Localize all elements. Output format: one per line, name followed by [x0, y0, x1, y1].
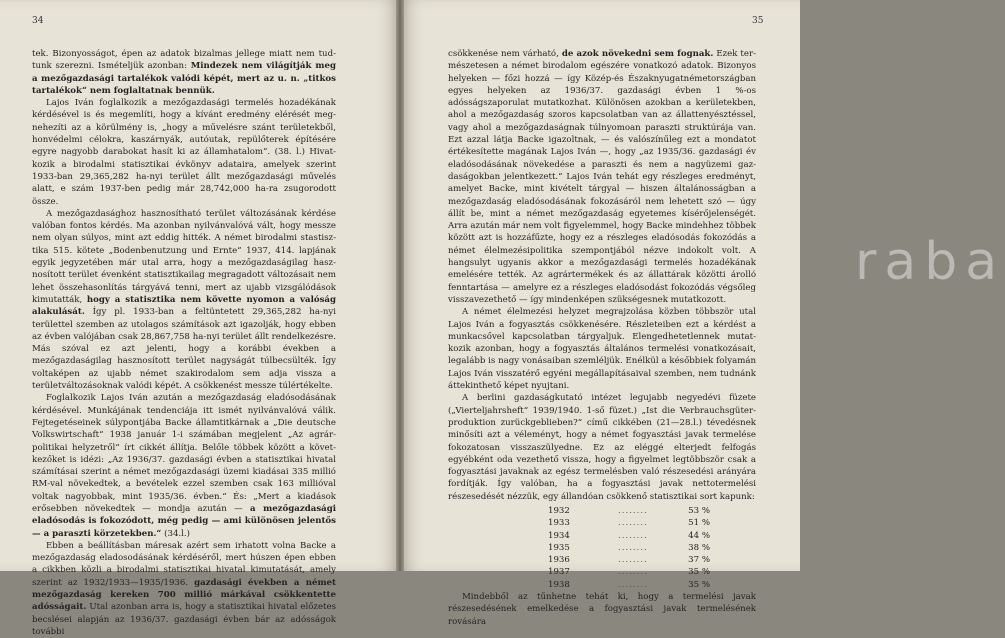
year-cell: 1934: [548, 530, 570, 541]
value-cell: 38 %: [688, 542, 710, 553]
dot-leader: ........: [618, 567, 648, 578]
text-run: csökkenése nem várható,: [448, 49, 562, 59]
right-page: [400, 0, 1005, 627]
dot-leader: ........: [618, 579, 648, 590]
page-number: 35: [752, 16, 764, 26]
text-run: Utal azonban arra is, hogy a statisztikai hivatal előzetes becslései alapján az 1936/37. gazdasági évben bár az adósságok további: [32, 602, 336, 637]
paragraph: [32, 208, 336, 392]
bold-run: de azok növekedni sem fognak.: [561, 49, 714, 59]
table-row: [548, 579, 710, 591]
production-share-table: [548, 505, 710, 591]
year-cell: 1932: [548, 505, 570, 516]
year-cell: 1933: [548, 518, 570, 529]
page-number: 34: [32, 16, 44, 26]
table-row: [548, 566, 710, 578]
paragraph: [32, 392, 336, 540]
year-cell: 1936: [548, 555, 570, 566]
value-cell: 35 %: [688, 579, 710, 590]
bold-run: Mindezek nem világítják meg a mezőgazdasági tartalékok valódi képét, mert az u. n. „titkos tartalékok“ nem foglaltatnak bennük.: [32, 61, 337, 96]
dot-leader: ........: [618, 530, 648, 541]
paragraph: [32, 540, 336, 638]
bold-run: hogy a statisztika nem követte nyomon a valóság alakulását.: [32, 294, 337, 318]
table-row: [548, 505, 710, 517]
bold-run: gazdasági években a német mezőgazdaság kereken 700 millió márkával csökkentette adósságait.: [32, 577, 336, 613]
value-cell: 37 %: [688, 555, 710, 566]
table-row: [548, 530, 710, 542]
text-run: Így pl. 1933-ban a feltüntetett 29,365,282 ha-nyi területtel szemben az utolagos számítások azt igazolják, hogy ebben az évben valójában csak 28,867,758 ha-nyi terület állt rendelkezésre. Más szóval ez azt jelenti, hogy a korábbi években a mezőgazdaságilag hasznosított terület nagyságát túlbecsülték. Így voltaképen az ujabb német szakirodalom sem adja vissza a területváltozásoknak valódi képét. A csökkenést messze túlértékelte.: [32, 307, 336, 392]
paragraph: [32, 97, 336, 208]
watermark: raba: [855, 232, 1005, 292]
text-run: A mezőgazdasághoz hasznosítható terület változásának kérdése valóban fontos kérdés. Ma azonban nyilvánvalóvá vált, hogy messze nem olyan súlyos, mint azt eddig hitték. A német birodalmi stastisztika 515. kötete „Bodenbenutzung und Ernte“ 1937, 414. lapjának egyik jegyzetében már utal arra, hogy a mezőgazdaságilag hasznosított terület évenként statisztikailag megragadott változásait nem lehet összehasonlítás tárgyává tenni, mert az ujabb vizsgálódások kimutatták,: [32, 208, 336, 305]
dot-leader: ........: [618, 518, 648, 529]
value-cell: 51 %: [688, 518, 710, 529]
text-run: Ebben a beállításban máresak azért sem irhatott volna Backe a mezőgazdaság eladosodásának kérdéséről, mert húszen épen ebben a cikkben közli a birodalmi statisztikai hivatal kimutatását, amely szerint az 1932/1933—1935/1936.: [32, 540, 336, 588]
paragraph: [448, 306, 756, 392]
paragraph: [32, 48, 336, 97]
year-cell: 1935: [548, 542, 570, 553]
text-run: (34.l.): [161, 528, 190, 539]
dot-leader: ........: [618, 542, 648, 553]
value-cell: 53 %: [688, 505, 710, 516]
paragraph: [448, 48, 756, 306]
bold-run: a mezőgazdasági eladósodás is fokozódott, még pedig — ami különösen jelentős — a paraszti körzetekben.“: [32, 503, 336, 539]
left-page: [0, 0, 400, 637]
right-paragraphs: [448, 48, 756, 503]
value-cell: 35 %: [688, 567, 710, 578]
right-body-text: [448, 48, 756, 628]
year-cell: 1937: [548, 567, 570, 578]
paragraph: [448, 392, 756, 503]
text-run: Lajos Iván foglalkozik a mezőgazdasági termelés hozadékának kérdésével is és megemlíti, hogy a kívánt eredmény elérését megnehezíti az a körülmény is, „hogy a művelésre szánt területekből, honvédelmi célokra, kaszárnyák, autóutak, repülőterek építésére egyre nagyobb darabokat hasít ki az államhatalom“. (38. l.) Hivatkozik a birodalmi statisztikai évkönyv adataira, amelyek szerint 1933-ban 29,365,282 ha-nyi terület állt mezőgazdasági művelés alatt, e szám 1937-ben pedig már 28,742,000 ha-ra zsugorodott össze.: [32, 98, 336, 207]
text-run: A berlini gazdaságkutató intézet legujabb negyedévi füzete („Vierteljahrsheft“ 1939/1940. 1-ső füzet.) „Ist die Verbrauchsgüterproduktion zurückgeblieben?“ című cikkében (21—28.l.) tévedésnek minősíti azt a véleményt, hogy a német fogyasztási javak termelése fokozatosan visszaszülyedne. Ez az eléggé elterjedt felfogás egyébként oda vezethető vissza, hogy a figyelmet legtöbbször csak a fogyasztási javaknak az egész termelésben való részesedési arányára fordítják. Így valóban, ha a fogyasztási javak nettotermelési részesedését nézzük, egy állandóan csökkenő statisztikai sort kapunk:: [448, 393, 756, 502]
dot-leader: ........: [618, 505, 648, 516]
table-row: [548, 542, 710, 554]
text-run: Ezek természetesen a német birodalom egészére vonatkozó adatok. Bizonyos helyeken — főzi hozzá — így Közép-és Északnyugatnémetországban egyes helyeken az 1936/37. gazdasági évben 1 %-os adósságszaporulat mutatkozhat. Különösen azokban a kerületekben, ahol a mezőgazdaság szoros kapcsolatban van az állattenyésztéssel, vagy ahol a mezőgazdaságnak túlnyomoan paraszti struktúrája van. Ezt azzal látja Backe igazoltnak, — és valószínűleg ezt a mondatot értékesítette magának Lajos Iván —, hogy „az 1935/36. gazdasági év eladósodásának növekedése a paraszti és nem a nagyüzemi gazdaságokban jelentkezett.“ Lajos Iván tehát egy részleges eredményt, amelyet Backe, mint kivételt tárgyal — hiszen általánosságban a mezőgazdaság eladósodásának fokozásáról nem lehetett szó — úgy állít be, mint a német mezőgazdaság egyetemes kísérőjelenségét. Arra azután már nem volt figyelemmel, hogy Backe mindehhez többek között azt is hozzáfűzte, hogy ez a részleges eladósodás fokozódás a német élelmezésipolitika szempontjából nézve indokolt volt. A hangsulyt ugyanis akkor a mezőgazdasági termelés hozadékának emelésére tették. Az agrártermékek és az állattárak közötti árolló fenntartása — amelyre ez a részleges eladósodást fokozódás végsőleg visszavezethető — így mindenképen szükségesnek mutatkozott.: [448, 49, 756, 305]
closing-paragraph: Mindebből az tűnhetne tehát ki, hogy a termelési javak részesedésének emelkedése a fogyasztási javak termelésének rovására: [448, 592, 756, 627]
left-body-text: [32, 48, 336, 638]
table-row: [548, 554, 710, 566]
text-run: A német élelmezési helyzet megrajzolása közben többször utal Lajos Iván a fogyasztás csökkenésére. Részleteiben ezt a kérdést a munkacsővel kapcsolatban tárgyaljuk. Elengedhetetlennek mutatkozik azonban, hogy a fogyasztás általános termelési vonatkozásait, legalább is nagy vonásaiban szemléljük. Enélkül a későbbiek folyamán Lajos Iván visszatérő egyéni megállapításaival szemben, nem tudnánk áttekinthető képet nyujtani.: [448, 307, 756, 392]
table-row: [548, 517, 710, 529]
text-run: tek. Bizonyosságot, épen az adatok bizalmas jellege miatt nem tudtunk szerezni. Ismételjük azonban:: [32, 49, 336, 72]
value-cell: 44 %: [688, 530, 710, 541]
dot-leader: ........: [618, 555, 648, 566]
text-run: Foglalkozik Lajos Iván azután a mezőgazdaság eladósodásának kérdésével. Munkájának tendenciája itt ismét nyilvánvalóvá válik. Fejtegetéseinek súlypontjába Backe államtitkárnak a „Die deutsche Volkswirtschaft“ 1938 január 1-i számában megjelent „Az agrárpolitikai helyzetről“ írt cikkét állítja. Belőle többek között a következőket is idézi: „Az 1936/37. gazdasági évben a statisztikai hivatal számításai szerint a német mezőgazdasági üzemi kiadásai 335 millió RM-val növekedtek, a bevételek ezzel szemben csak 163 millióval voltak nagyobbak, mint 1935/36. évben.“ És: „Mert a kiadások erősebben növekedtek — mondja azután —: [32, 393, 336, 514]
year-cell: 1938: [548, 579, 570, 590]
book-gutter: [396, 0, 404, 571]
